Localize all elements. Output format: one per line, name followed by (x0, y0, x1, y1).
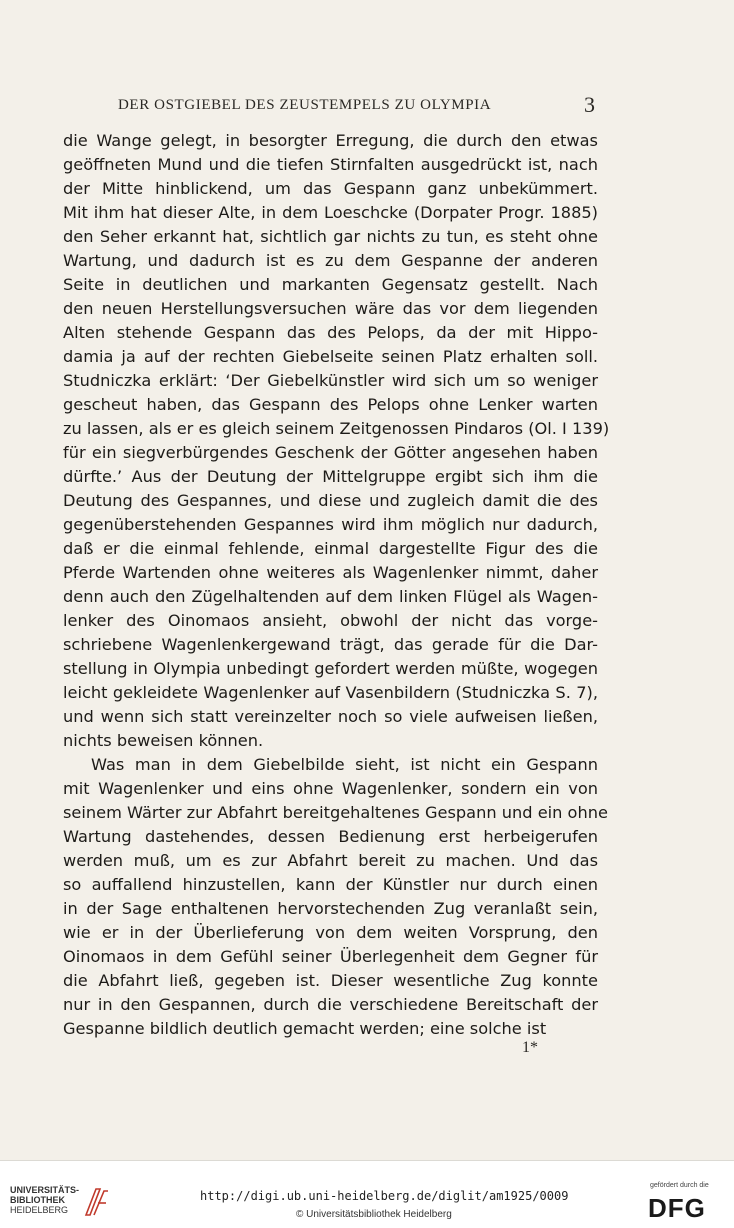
text-line: werden muß, um es zur Abfahrt bereit zu machen. Und das (63, 851, 598, 870)
text-line: wie er in der Überlieferung von dem weiten Vorsprung, den (63, 923, 598, 942)
text-line: so auffallend hinzustellen, kann der Künstler nur durch einen (63, 875, 598, 894)
body-text (63, 129, 610, 1041)
library-line: BIBLIOTHEK (10, 1195, 65, 1205)
text-line: seinem Wärter zur Abfahrt bereitgehaltenes Gespann und ein ohne (63, 803, 608, 822)
text-line: leicht gekleidete Wagenlenker auf Vasenbildern (Studniczka S. 7), (63, 683, 598, 702)
text-line: Pferde Wartenden ohne weiteres als Wagenlenker nimmt, daher (63, 563, 598, 582)
text-line: Was man in dem Giebelbilde sieht, ist nicht ein Gespann (91, 755, 598, 774)
text-line: lenker des Oinomaos ansieht, obwohl der nicht das vorge- (63, 611, 598, 630)
text-line: Oinomaos in dem Gefühl seiner Überlegenheit dem Gegner für (63, 947, 598, 966)
text-line: mit Wagenlenker und eins ohne Wagenlenker, sondern ein von (63, 779, 598, 798)
library-line: UNIVERSITÄTS- (10, 1185, 80, 1195)
running-title: DER OSTGIEBEL DES ZEUSTEMPELS ZU OLYMPIA (118, 97, 492, 113)
text-line: nur in den Gespannen, durch die verschiedene Bereitschaft der (63, 995, 598, 1014)
text-line: den neuen Herstellungsversuchen wäre das vor dem liegenden (63, 299, 598, 318)
text-line: gescheut haben, das Gespann des Pelops ohne Lenker warten (63, 395, 598, 414)
text-line: und wenn sich statt vereinzelter noch so viele aufweisen ließen, (63, 707, 598, 726)
text-line: gegenüberstehenden Gespannes wird ihm möglich nur dadurch, (63, 515, 598, 534)
source-url-link[interactable]: http://digi.ub.uni-heidelberg.de/diglit/am1925/0009 (200, 1189, 569, 1203)
library-mark-icon (82, 1185, 110, 1217)
text-line: Studniczka erklärt: ‘Der Giebelkünstler wird sich um so weniger (63, 371, 598, 390)
text-line: nichts beweisen können. (63, 731, 264, 750)
signature-mark: 1* (522, 1039, 538, 1056)
text-line: Seite in deutlichen und markanten Gegensatz gestellt. Nach (63, 275, 598, 294)
text-line: die Abfahrt ließ, gegeben ist. Dieser wesentliche Zug konnte (63, 971, 598, 990)
text-line: schriebene Wagenlenkergewand trägt, das gerade für die Dar- (63, 635, 598, 654)
dfg-logo[interactable]: DFG (648, 1193, 706, 1223)
text-line: der Mitte hinblickend, um das Gespann ganz unbekümmert. (63, 179, 598, 198)
library-logo[interactable] (10, 1185, 110, 1217)
text-line: Wartung dastehendes, dessen Bedienung erst herbeigerufen (63, 827, 598, 846)
text-line: Deutung des Gespannes, und diese und zugleich damit die des (63, 491, 598, 510)
text-line: die Wange gelegt, in besorgter Erregung, die durch den etwas (63, 131, 598, 150)
text-line: den Seher erkannt hat, sichtlich gar nichts zu tun, es steht ohne (63, 227, 598, 246)
text-line: Gespanne bildlich deutlich gemacht werden; eine solche ist (63, 1019, 547, 1038)
text-line: denn auch den Zügelhaltenden auf dem linken Flügel als Wagen- (63, 587, 598, 606)
text-line: Wartung, und dadurch ist es zu dem Gespanne der anderen (63, 251, 598, 270)
copyright-notice: © Universitätsbibliothek Heidelberg (296, 1209, 452, 1220)
library-name (10, 1185, 79, 1215)
funded-by-label: gefördert durch die (650, 1182, 709, 1189)
text-line: zu lassen, als er es gleich seinem Zeitgenossen Pindaros (Ol. I 139) (63, 419, 610, 438)
page-number: 3 (584, 92, 595, 117)
text-line: für ein siegverbürgendes Geschenk der Götter angesehen haben (63, 443, 598, 462)
text-line: stellung in Olympia unbedingt gefordert werden müßte, wogegen (63, 659, 598, 678)
footer-bar (0, 1160, 734, 1228)
text-line: daß er die einmal fehlende, einmal dargestellte Figur des die (63, 539, 598, 558)
text-line: damia ja auf der rechten Giebelseite seinen Platz erhalten soll. (63, 347, 598, 366)
library-line: HEIDELBERG (10, 1205, 69, 1215)
text-line: Mit ihm hat dieser Alte, in dem Loeschcke (Dorpater Progr. 1885) (63, 203, 598, 222)
text-line: dürfte.’ Aus der Deutung der Mittelgruppe ergibt sich ihm die (63, 467, 598, 486)
text-line: geöffneten Mund und die tiefen Stirnfalten ausgedrückt ist, nach (63, 155, 598, 174)
text-line: Alten stehende Gespann das des Pelops, da der mit Hippo- (63, 323, 598, 342)
text-line: in der Sage enthaltenen hervorstechenden Zug veranlaßt sein, (63, 899, 598, 918)
